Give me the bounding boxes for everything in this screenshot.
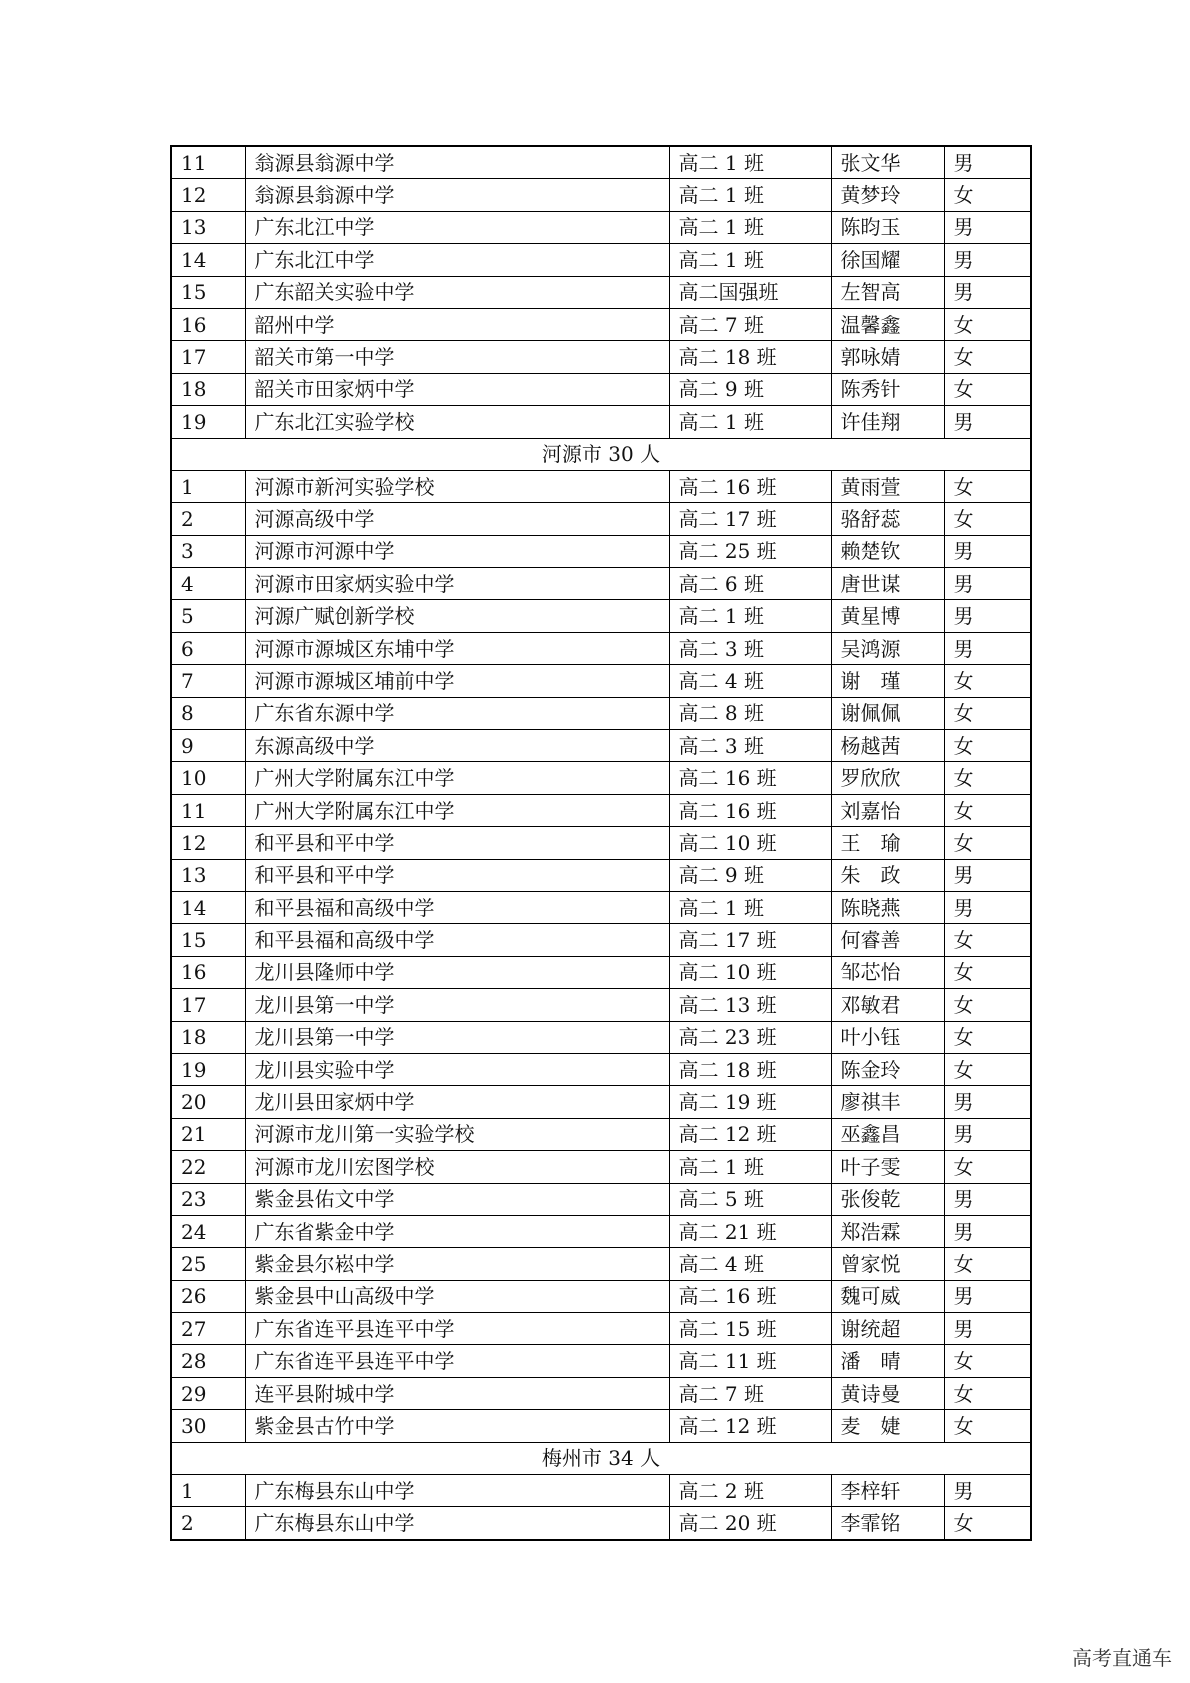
region-section-row (171, 1442, 1031, 1474)
cell-student-name: 黄星博 (831, 600, 944, 632)
cell-gender: 女 (944, 373, 1031, 405)
cell-student-name: 叶子雯 (831, 1151, 944, 1183)
cell-school: 龙川县实验中学 (245, 1053, 669, 1085)
cell-student-name: 陈昀玉 (831, 211, 944, 243)
table-row (171, 1313, 1031, 1345)
cell-number: 15 (171, 276, 245, 308)
cell-student-name: 罗欣欣 (831, 762, 944, 794)
cell-class: 高二 7 班 (669, 1377, 831, 1409)
table-row (171, 568, 1031, 600)
cell-gender: 男 (944, 1475, 1031, 1507)
cell-student-name: 廖祺丰 (831, 1086, 944, 1118)
cell-number: 19 (171, 406, 245, 438)
cell-school: 河源市河源中学 (245, 535, 669, 567)
cell-student-name: 杨越茜 (831, 730, 944, 762)
cell-school: 广东省东源中学 (245, 697, 669, 729)
cell-student-name: 谢 瑾 (831, 665, 944, 697)
table-row (171, 406, 1031, 438)
cell-student-name: 曾家悦 (831, 1248, 944, 1280)
cell-student-name: 唐世谋 (831, 568, 944, 600)
table-row (171, 1475, 1031, 1507)
cell-class: 高二 21 班 (669, 1215, 831, 1247)
cell-student-name: 谢佩佩 (831, 697, 944, 729)
cell-number: 16 (171, 308, 245, 340)
cell-class: 高二 20 班 (669, 1507, 831, 1540)
cell-school: 广东梅县东山中学 (245, 1507, 669, 1540)
cell-gender: 女 (944, 730, 1031, 762)
cell-gender: 男 (944, 1118, 1031, 1150)
cell-class: 高二 25 班 (669, 535, 831, 567)
cell-school: 韶州中学 (245, 308, 669, 340)
cell-school: 和平县和平中学 (245, 827, 669, 859)
cell-number: 1 (171, 470, 245, 502)
cell-number: 21 (171, 1118, 245, 1150)
cell-student-name: 邓敏君 (831, 989, 944, 1021)
table-row (171, 665, 1031, 697)
cell-student-name: 王 瑜 (831, 827, 944, 859)
cell-school: 广州大学附属东江中学 (245, 794, 669, 826)
table-row (171, 341, 1031, 373)
cell-number: 11 (171, 794, 245, 826)
cell-school: 广东北江实验学校 (245, 406, 669, 438)
table-row (171, 1248, 1031, 1280)
cell-class: 高二 1 班 (669, 1151, 831, 1183)
cell-class: 高二 11 班 (669, 1345, 831, 1377)
cell-gender: 女 (944, 1507, 1031, 1540)
cell-class: 高二 13 班 (669, 989, 831, 1021)
cell-class: 高二 1 班 (669, 406, 831, 438)
cell-school: 河源市龙川宏图学校 (245, 1151, 669, 1183)
cell-class: 高二 1 班 (669, 179, 831, 211)
table-row (171, 1280, 1031, 1312)
cell-number: 10 (171, 762, 245, 794)
table-row (171, 276, 1031, 308)
table-row (171, 1053, 1031, 1085)
cell-school: 河源市龙川第一实验学校 (245, 1118, 669, 1150)
table-row (171, 794, 1031, 826)
cell-number: 14 (171, 891, 245, 923)
table-row (171, 730, 1031, 762)
cell-gender: 男 (944, 1183, 1031, 1215)
cell-class: 高二 7 班 (669, 308, 831, 340)
cell-class: 高二 10 班 (669, 956, 831, 988)
cell-student-name: 麦 婕 (831, 1410, 944, 1442)
cell-school: 广东韶关实验中学 (245, 276, 669, 308)
table-row (171, 956, 1031, 988)
cell-student-name: 许佳翔 (831, 406, 944, 438)
table-row (171, 503, 1031, 535)
cell-class: 高二 18 班 (669, 1053, 831, 1085)
cell-gender: 男 (944, 535, 1031, 567)
cell-school: 翁源县翁源中学 (245, 179, 669, 211)
table-row (171, 924, 1031, 956)
cell-school: 广东省连平县连平中学 (245, 1313, 669, 1345)
table-row (171, 1151, 1031, 1183)
cell-school: 广东省紫金中学 (245, 1215, 669, 1247)
cell-number: 4 (171, 568, 245, 600)
cell-class: 高二 16 班 (669, 470, 831, 502)
cell-class: 高二 1 班 (669, 146, 831, 179)
cell-student-name: 谢统超 (831, 1313, 944, 1345)
cell-gender: 男 (944, 891, 1031, 923)
cell-number: 11 (171, 146, 245, 179)
region-heading: 河源市 30 人 (171, 438, 1031, 470)
cell-student-name: 陈秀针 (831, 373, 944, 405)
cell-class: 高二 17 班 (669, 924, 831, 956)
cell-number: 18 (171, 1021, 245, 1053)
cell-number: 28 (171, 1345, 245, 1377)
table-row (171, 211, 1031, 243)
cell-gender: 男 (944, 276, 1031, 308)
cell-number: 30 (171, 1410, 245, 1442)
table-row (171, 179, 1031, 211)
cell-student-name: 潘 晴 (831, 1345, 944, 1377)
cell-number: 9 (171, 730, 245, 762)
cell-number: 16 (171, 956, 245, 988)
cell-student-name: 陈晓燕 (831, 891, 944, 923)
cell-class: 高二 1 班 (669, 600, 831, 632)
table-row (171, 827, 1031, 859)
table-row (171, 891, 1031, 923)
table-row (171, 697, 1031, 729)
cell-student-name: 黄雨萱 (831, 470, 944, 502)
cell-school: 广州大学附属东江中学 (245, 762, 669, 794)
cell-school: 紫金县佑文中学 (245, 1183, 669, 1215)
cell-gender: 女 (944, 697, 1031, 729)
cell-number: 2 (171, 1507, 245, 1540)
table-row (171, 1410, 1031, 1442)
cell-student-name: 李梓轩 (831, 1475, 944, 1507)
cell-school: 和平县福和高级中学 (245, 924, 669, 956)
cell-number: 18 (171, 373, 245, 405)
cell-gender: 女 (944, 1151, 1031, 1183)
cell-number: 3 (171, 535, 245, 567)
cell-school: 紫金县中山高级中学 (245, 1280, 669, 1312)
cell-number: 7 (171, 665, 245, 697)
cell-number: 29 (171, 1377, 245, 1409)
cell-student-name: 何睿善 (831, 924, 944, 956)
cell-gender: 女 (944, 470, 1031, 502)
cell-school: 龙川县第一中学 (245, 1021, 669, 1053)
cell-gender: 女 (944, 308, 1031, 340)
cell-student-name: 温馨鑫 (831, 308, 944, 340)
cell-gender: 女 (944, 1021, 1031, 1053)
table-row (171, 1345, 1031, 1377)
table-row (171, 308, 1031, 340)
table-row (171, 373, 1031, 405)
cell-school: 广东北江中学 (245, 244, 669, 276)
cell-number: 5 (171, 600, 245, 632)
cell-class: 高二 3 班 (669, 730, 831, 762)
cell-gender: 男 (944, 632, 1031, 664)
cell-student-name: 黄诗曼 (831, 1377, 944, 1409)
cell-student-name: 黄梦玲 (831, 179, 944, 211)
cell-number: 14 (171, 244, 245, 276)
cell-student-name: 陈金玲 (831, 1053, 944, 1085)
cell-number: 2 (171, 503, 245, 535)
cell-gender: 男 (944, 406, 1031, 438)
cell-gender: 女 (944, 1345, 1031, 1377)
cell-class: 高二 1 班 (669, 211, 831, 243)
cell-school: 广东北江中学 (245, 211, 669, 243)
cell-school: 河源市新河实验学校 (245, 470, 669, 502)
cell-school: 广东梅县东山中学 (245, 1475, 669, 1507)
cell-student-name: 叶小钰 (831, 1021, 944, 1053)
cell-number: 17 (171, 341, 245, 373)
cell-student-name: 郭咏婧 (831, 341, 944, 373)
cell-number: 27 (171, 1313, 245, 1345)
cell-class: 高二 16 班 (669, 762, 831, 794)
cell-gender: 男 (944, 146, 1031, 179)
cell-gender: 男 (944, 600, 1031, 632)
table-row (171, 1086, 1031, 1118)
cell-class: 高二 12 班 (669, 1118, 831, 1150)
cell-school: 龙川县第一中学 (245, 989, 669, 1021)
cell-number: 12 (171, 179, 245, 211)
cell-class: 高二 16 班 (669, 794, 831, 826)
cell-class: 高二 17 班 (669, 503, 831, 535)
cell-class: 高二 9 班 (669, 373, 831, 405)
cell-number: 20 (171, 1086, 245, 1118)
cell-class: 高二 19 班 (669, 1086, 831, 1118)
cell-school: 和平县和平中学 (245, 859, 669, 891)
table-body (171, 146, 1031, 1540)
region-section-row (171, 438, 1031, 470)
table-row (171, 1021, 1031, 1053)
cell-class: 高二 16 班 (669, 1280, 831, 1312)
cell-class: 高二 1 班 (669, 244, 831, 276)
table-row (171, 1507, 1031, 1540)
cell-school: 韶关市第一中学 (245, 341, 669, 373)
cell-class: 高二 3 班 (669, 632, 831, 664)
cell-gender: 女 (944, 924, 1031, 956)
table-row (171, 1118, 1031, 1150)
cell-class: 高二 12 班 (669, 1410, 831, 1442)
cell-student-name: 朱 政 (831, 859, 944, 891)
cell-class: 高二 6 班 (669, 568, 831, 600)
cell-class: 高二 23 班 (669, 1021, 831, 1053)
cell-school: 河源市田家炳实验中学 (245, 568, 669, 600)
table-row (171, 762, 1031, 794)
table-row (171, 859, 1031, 891)
region-heading: 梅州市 34 人 (171, 1442, 1031, 1474)
cell-gender: 男 (944, 1086, 1031, 1118)
cell-school: 和平县福和高级中学 (245, 891, 669, 923)
cell-class: 高二 15 班 (669, 1313, 831, 1345)
cell-school: 紫金县尔崧中学 (245, 1248, 669, 1280)
cell-number: 12 (171, 827, 245, 859)
cell-school: 河源市源城区埔前中学 (245, 665, 669, 697)
cell-student-name: 骆舒蕊 (831, 503, 944, 535)
table-row (171, 1377, 1031, 1409)
cell-gender: 男 (944, 211, 1031, 243)
cell-class: 高二 5 班 (669, 1183, 831, 1215)
cell-gender: 女 (944, 956, 1031, 988)
cell-school: 河源高级中学 (245, 503, 669, 535)
cell-student-name: 巫鑫昌 (831, 1118, 944, 1150)
cell-student-name: 郑浩霖 (831, 1215, 944, 1247)
cell-number: 13 (171, 211, 245, 243)
cell-school: 东源高级中学 (245, 730, 669, 762)
watermark-text: 高考直通车 (1072, 1646, 1172, 1670)
cell-number: 25 (171, 1248, 245, 1280)
table-row (171, 146, 1031, 179)
table-row (171, 1215, 1031, 1247)
cell-class: 高二 2 班 (669, 1475, 831, 1507)
cell-student-name: 张俊乾 (831, 1183, 944, 1215)
cell-number: 1 (171, 1475, 245, 1507)
cell-school: 龙川县田家炳中学 (245, 1086, 669, 1118)
cell-school: 翁源县翁源中学 (245, 146, 669, 179)
cell-student-name: 刘嘉怡 (831, 794, 944, 826)
cell-student-name: 魏可威 (831, 1280, 944, 1312)
cell-class: 高二 1 班 (669, 891, 831, 923)
cell-class: 高二 9 班 (669, 859, 831, 891)
cell-student-name: 吴鸿源 (831, 632, 944, 664)
cell-gender: 男 (944, 244, 1031, 276)
cell-gender: 女 (944, 827, 1031, 859)
cell-school: 河源广赋创新学校 (245, 600, 669, 632)
cell-class: 高二 8 班 (669, 697, 831, 729)
cell-student-name: 邹芯怡 (831, 956, 944, 988)
cell-number: 24 (171, 1215, 245, 1247)
cell-number: 23 (171, 1183, 245, 1215)
cell-gender: 女 (944, 1377, 1031, 1409)
cell-gender: 男 (944, 1215, 1031, 1247)
cell-school: 龙川县隆师中学 (245, 956, 669, 988)
cell-school: 韶关市田家炳中学 (245, 373, 669, 405)
cell-gender: 女 (944, 1053, 1031, 1085)
cell-gender: 女 (944, 665, 1031, 697)
cell-number: 6 (171, 632, 245, 664)
cell-number: 17 (171, 989, 245, 1021)
cell-gender: 女 (944, 341, 1031, 373)
table-row (171, 600, 1031, 632)
cell-gender: 女 (944, 1248, 1031, 1280)
table-row (171, 632, 1031, 664)
student-list-table (170, 145, 1032, 1541)
cell-number: 15 (171, 924, 245, 956)
cell-student-name: 李霏铭 (831, 1507, 944, 1540)
cell-class: 高二 18 班 (669, 341, 831, 373)
cell-student-name: 赖楚钦 (831, 535, 944, 567)
cell-student-name: 左智高 (831, 276, 944, 308)
cell-class: 高二 10 班 (669, 827, 831, 859)
cell-number: 13 (171, 859, 245, 891)
cell-number: 26 (171, 1280, 245, 1312)
cell-class: 高二 4 班 (669, 665, 831, 697)
table-row (171, 470, 1031, 502)
cell-gender: 男 (944, 859, 1031, 891)
cell-number: 8 (171, 697, 245, 729)
cell-gender: 女 (944, 179, 1031, 211)
cell-gender: 女 (944, 1410, 1031, 1442)
table-row (171, 535, 1031, 567)
cell-gender: 女 (944, 794, 1031, 826)
cell-gender: 女 (944, 762, 1031, 794)
cell-gender: 女 (944, 989, 1031, 1021)
cell-student-name: 张文华 (831, 146, 944, 179)
table-row (171, 1183, 1031, 1215)
cell-class: 高二 4 班 (669, 1248, 831, 1280)
cell-class: 高二国强班 (669, 276, 831, 308)
cell-student-name: 徐国耀 (831, 244, 944, 276)
cell-gender: 男 (944, 1280, 1031, 1312)
cell-gender: 男 (944, 1313, 1031, 1345)
cell-number: 22 (171, 1151, 245, 1183)
table-row (171, 989, 1031, 1021)
cell-gender: 女 (944, 503, 1031, 535)
cell-school: 河源市源城区东埔中学 (245, 632, 669, 664)
cell-gender: 男 (944, 568, 1031, 600)
cell-school: 广东省连平县连平中学 (245, 1345, 669, 1377)
cell-school: 紫金县古竹中学 (245, 1410, 669, 1442)
table-row (171, 244, 1031, 276)
cell-school: 连平县附城中学 (245, 1377, 669, 1409)
cell-number: 19 (171, 1053, 245, 1085)
